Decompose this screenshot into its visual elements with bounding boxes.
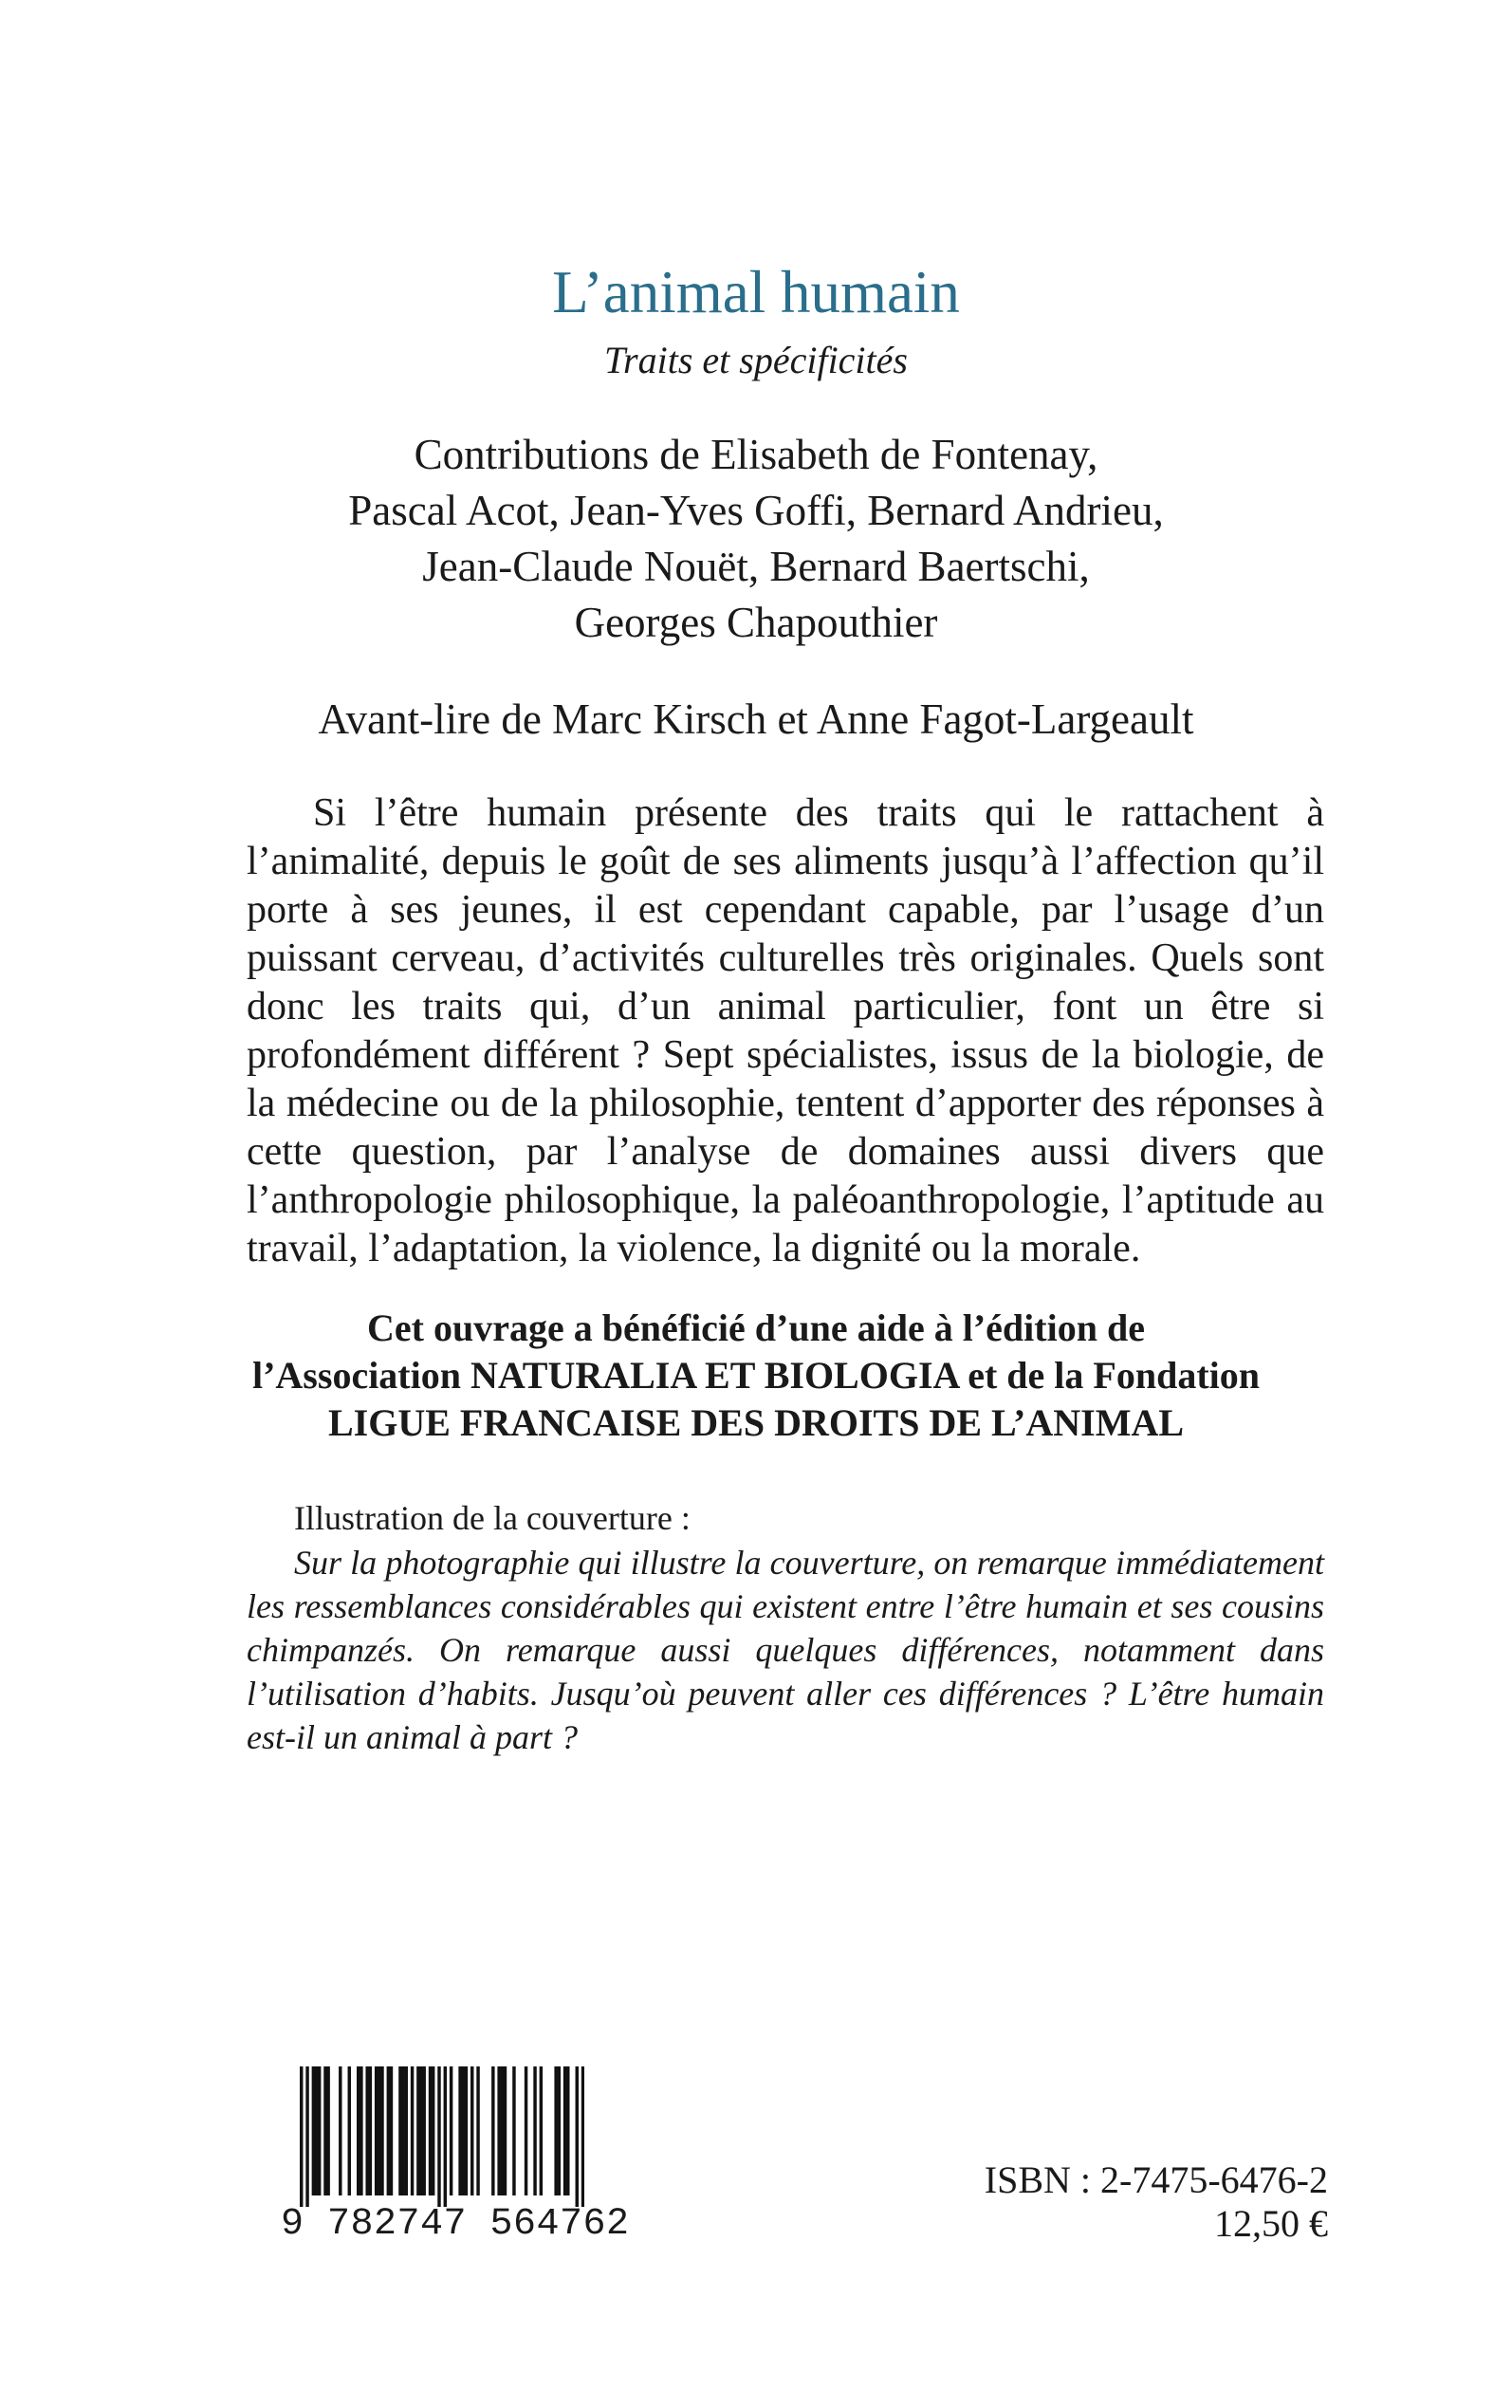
barcode-bar — [360, 2066, 362, 2195]
barcode-bar — [419, 2066, 422, 2195]
barcode-bar — [326, 2066, 329, 2195]
barcode-bar — [411, 2066, 414, 2195]
barcode-bar — [323, 2066, 326, 2195]
barcode-bar — [563, 2066, 566, 2195]
support-line: l’Association NATURALIA ET BIOLOGIA et de la Fondation — [251, 1354, 1260, 1397]
barcode — [300, 2066, 584, 2207]
foreword-credit: Avant-lire de Marc Kirsch et Anne Fagot-Largeault — [318, 695, 1194, 743]
support-line: LIGUE FRANCAISE DES DROITS DE L’ANIMAL — [327, 1401, 1185, 1444]
barcode-bar — [465, 2066, 468, 2195]
barcode-bar — [504, 2066, 507, 2195]
barcode-bar — [339, 2066, 341, 2195]
barcode-bar — [512, 2066, 515, 2195]
barcode-digits: 9 782747 564762 — [281, 2203, 630, 2246]
barcode-bar — [357, 2066, 360, 2195]
barcode-bar — [462, 2066, 465, 2195]
barcode-bar — [312, 2066, 315, 2195]
barcode-bars — [300, 2066, 584, 2207]
publication-support-notice — [0, 1305, 1512, 1447]
barcode-bar — [576, 2066, 579, 2207]
illustration-label: Illustration de la couverture : — [294, 1499, 691, 1537]
book-subtitle: Traits et spécificités — [604, 339, 908, 381]
barcode-bar — [369, 2066, 372, 2195]
barcode-bar — [533, 2066, 536, 2195]
barcode-bar — [497, 2066, 500, 2195]
barcode-bar — [470, 2066, 473, 2195]
support-line: Cet ouvrage a bénéficié d’une aide à l’édition de — [367, 1306, 1145, 1349]
barcode-bar — [476, 2066, 479, 2195]
barcode-bar — [401, 2066, 404, 2195]
barcode-bar — [380, 2066, 383, 2195]
isbn: ISBN : 2-7475-6476-2 — [984, 2158, 1328, 2201]
barcode-bar — [387, 2066, 390, 2195]
barcode-bar — [422, 2066, 425, 2195]
contributors-line: Pascal Acot, Jean-Yves Goffi, Bernard Andrieu, — [348, 487, 1164, 534]
barcode-bar — [491, 2066, 494, 2195]
barcode-bar — [437, 2066, 440, 2207]
barcode-bar — [525, 2066, 527, 2195]
barcode-bar — [458, 2066, 461, 2195]
barcode-bar — [558, 2066, 561, 2195]
illustration-caption: Sur la photographie qui illustre la couverture, on remarque immédiatement les ressemblances considérables qui existent entre l’être humain et ses cousins chimpanzés. On remarque aussi quelques différences, notamment dans l’utilisation d’habits. Jusqu’où peuvent aller ces différences ? L’être humain est-il un animal à part ? — [247, 1544, 1324, 1756]
barcode-bar — [378, 2066, 380, 2195]
barcode-bar — [305, 2066, 308, 2207]
barcode-bar — [315, 2066, 318, 2195]
barcode-bar — [300, 2066, 303, 2207]
barcode-bar — [501, 2066, 504, 2195]
barcode-bar — [416, 2066, 419, 2195]
book-title: L’animal humain — [552, 259, 960, 325]
barcode-bar — [348, 2066, 351, 2195]
abstract-paragraph: Si l’être humain présente des traits qui le rattachent à l’animalité, depuis le goût de ses aliments jusqu’à l’affection qu’il porte à ses jeunes, il est cependant capable, par l’usage d’un puissant cerveau, d’activités culturelles très originales. Quels sont donc les traits qui, d’un animal particulier, font un être si profondément différent ? Sept spécialistes, issus de la biologie, de la médecine ou de la philosophie, tentent d’apporter des réponses à cette question, par l’analyse de domaines aussi divers que l’anthropologie philosophique, la paléoanthropologie, l’aptitude au travail, l’adaptation, la violence, la dignité ou la morale. — [247, 791, 1324, 1270]
contributors-line: Contributions de Elisabeth de Fontenay, — [414, 431, 1098, 478]
barcode-bar — [554, 2066, 557, 2195]
barcode-bar — [566, 2066, 569, 2195]
barcode-bar — [390, 2066, 393, 2195]
barcode-bar — [318, 2066, 321, 2195]
contributors-block — [0, 427, 1512, 651]
price: 12,50 € — [1214, 2202, 1328, 2245]
barcode-bar — [398, 2066, 401, 2195]
barcode-bar — [375, 2066, 378, 2195]
barcode-bar — [405, 2066, 408, 2195]
barcode-bar — [444, 2066, 447, 2207]
barcode-bar — [432, 2066, 434, 2195]
barcode-bar — [429, 2066, 432, 2195]
barcode-bar — [581, 2066, 584, 2207]
contributors-line: Jean-Claude Nouët, Bernard Baertschi, — [422, 543, 1090, 590]
barcode-bar — [365, 2066, 368, 2195]
contributors-line: Georges Chapouthier — [574, 599, 938, 646]
barcode-bar — [540, 2066, 543, 2195]
barcode-bar — [450, 2066, 452, 2195]
